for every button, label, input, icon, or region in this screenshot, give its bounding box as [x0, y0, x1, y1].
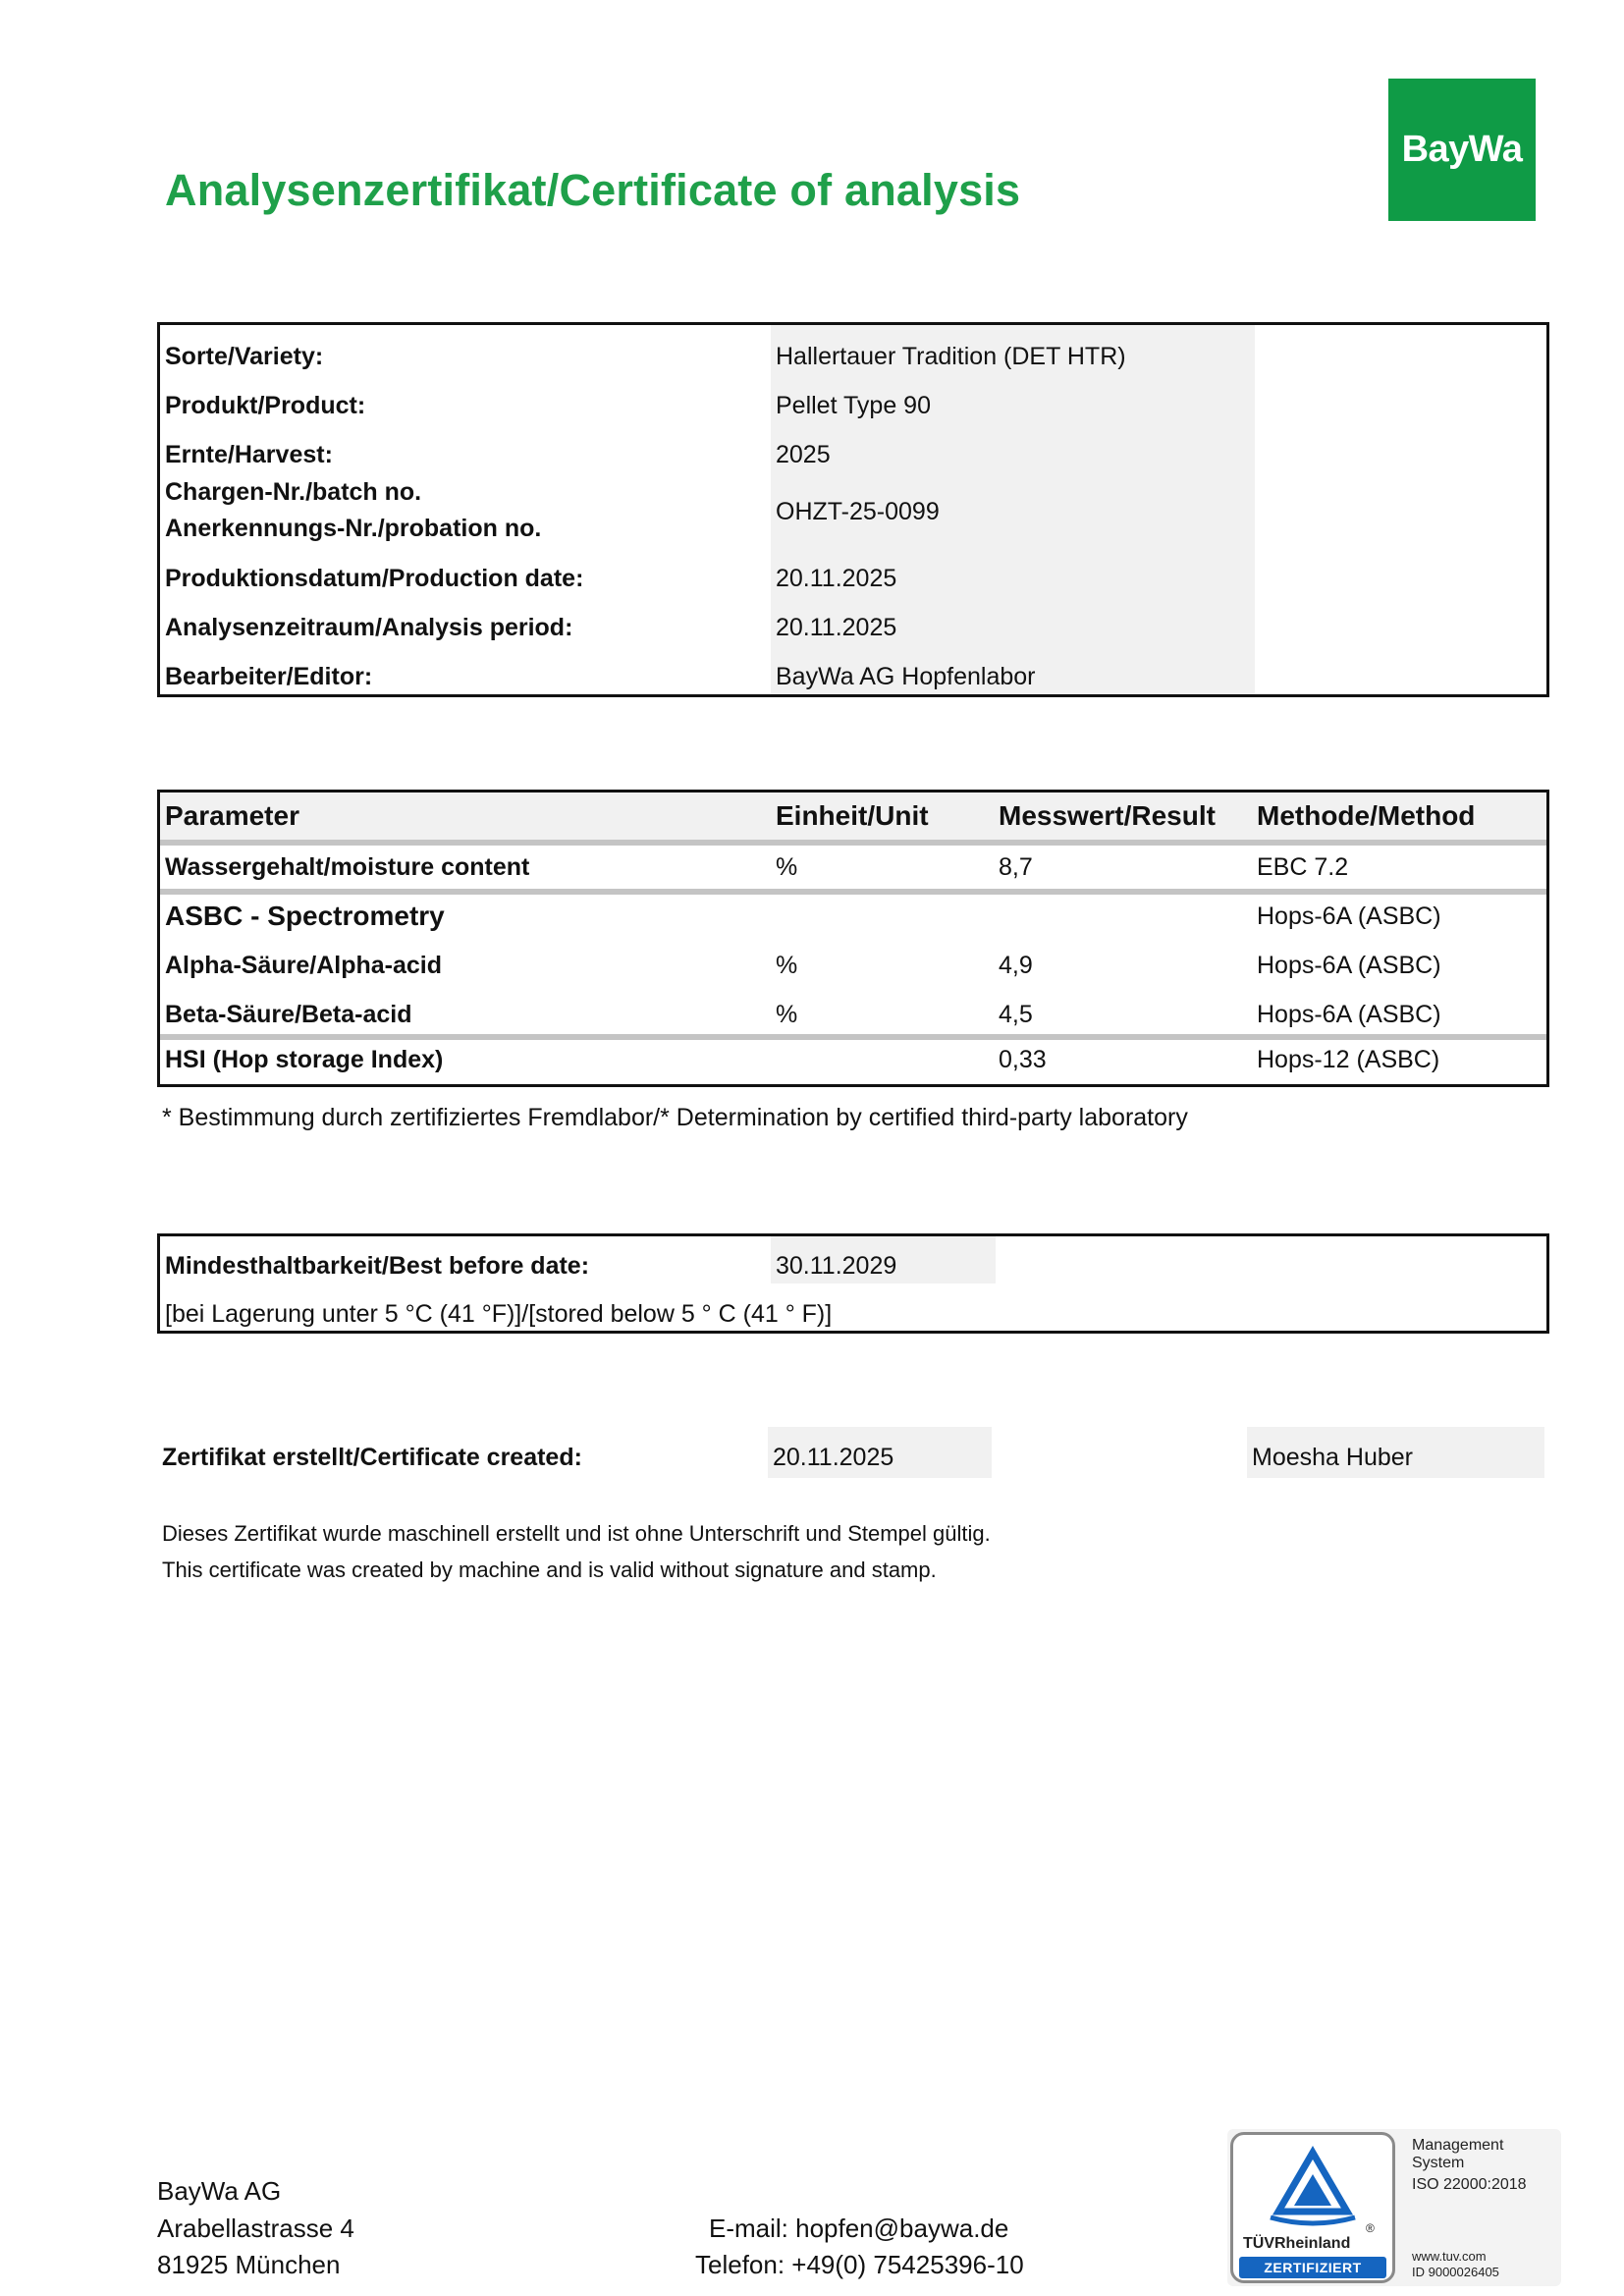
info-value: 2025 — [776, 441, 831, 468]
row-separator — [160, 1034, 1546, 1040]
info-label: Produktionsdatum/Production date: — [165, 565, 584, 592]
info-row-batch — [160, 478, 1546, 553]
best-before-table — [157, 1233, 1549, 1334]
info-label-2: Anerkennungs-Nr./probation no. — [165, 515, 542, 542]
logo-text: BayWa — [1401, 129, 1523, 170]
info-value: Pellet Type 90 — [776, 392, 931, 419]
param-result: 4,9 — [999, 952, 1033, 979]
row-separator — [160, 889, 1546, 895]
cert-created-name: Moesha Huber — [1252, 1444, 1413, 1471]
results-header-row — [160, 800, 1546, 840]
page-title: Analysenzertifikat/Certificate of analysis — [165, 165, 1021, 215]
param-method: Hops-6A (ASBC) — [1257, 952, 1441, 979]
header-parameter: Parameter — [165, 800, 299, 831]
info-row-product — [160, 392, 1546, 427]
machine-note-en: This certificate was created by machine and is valid without signature and stamp. — [162, 1558, 937, 1582]
baywa-logo — [1388, 79, 1536, 221]
storage-note: [bei Lagerung unter 5 °C (41 °F)]/[stored below 5 ° C (41 ° F)] — [165, 1300, 833, 1328]
info-label: Chargen-Nr./batch no. — [165, 478, 422, 506]
table-row — [160, 1046, 1546, 1081]
info-row-production-date — [160, 565, 1546, 600]
tuv-brand: TÜVRheinland — [1243, 2235, 1351, 2252]
param-method: EBC 7.2 — [1257, 853, 1349, 881]
info-table — [157, 322, 1549, 697]
machine-note-de: Dieses Zertifikat wurde maschinell erstellt und ist ohne Unterschrift und Stempel gültig. — [162, 1521, 991, 1546]
table-row — [160, 901, 1546, 938]
tuv-url: www.tuv.com — [1412, 2249, 1487, 2264]
tuv-ms-line1: Management — [1412, 2137, 1504, 2154]
cert-created-date: 20.11.2025 — [773, 1444, 894, 1471]
param-result: 8,7 — [999, 853, 1033, 881]
param-unit: % — [776, 952, 798, 979]
info-label: Analysenzeitraum/Analysis period: — [165, 614, 573, 641]
footer-city: 81925 München — [157, 2250, 341, 2279]
param-method: Hops-12 (ASBC) — [1257, 1046, 1440, 1073]
tuv-standard: ISO 22000:2018 — [1412, 2176, 1527, 2193]
results-footnote: * Bestimmung durch zertifiziertes Fremdlabor/* Determination by certified third-party laboratory — [162, 1104, 1188, 1131]
info-label: Ernte/Harvest: — [165, 441, 333, 468]
info-label: Bearbeiter/Editor: — [165, 663, 373, 690]
tuv-ms-line2: System — [1412, 2155, 1465, 2171]
param-unit: % — [776, 853, 798, 881]
tuv-certification-badge — [1227, 2129, 1561, 2288]
best-before-label: Mindesthaltbarkeit/Best before date: — [165, 1252, 590, 1280]
info-row-harvest — [160, 441, 1546, 476]
info-label: Produkt/Product: — [165, 392, 366, 419]
info-value: 20.11.2025 — [776, 614, 897, 641]
param-name: HSI (Hop storage Index) — [165, 1046, 444, 1073]
tuv-id: ID 9000026405 — [1412, 2265, 1499, 2279]
param-result: 0,33 — [999, 1046, 1047, 1073]
best-before-row — [160, 1252, 1546, 1287]
info-value: Hallertauer Tradition (DET HTR) — [776, 343, 1126, 370]
param-name: Beta-Säure/Beta-acid — [165, 1001, 412, 1028]
table-row — [160, 853, 1546, 889]
results-table — [157, 790, 1549, 1087]
row-separator — [160, 840, 1546, 846]
param-result: 4,5 — [999, 1001, 1033, 1028]
footer-street: Arabellastrasse 4 — [157, 2214, 354, 2243]
table-row — [160, 952, 1546, 987]
param-name: Alpha-Säure/Alpha-acid — [165, 952, 442, 979]
best-before-value: 30.11.2029 — [776, 1252, 897, 1280]
header-method: Methode/Method — [1257, 800, 1476, 831]
info-value: 20.11.2025 — [776, 565, 897, 592]
info-value: BayWa AG Hopfenlabor — [776, 663, 1036, 690]
footer-company: BayWa AG — [157, 2176, 282, 2206]
param-unit: % — [776, 1001, 798, 1028]
header-result: Messwert/Result — [999, 800, 1216, 831]
info-label: Sorte/Variety: — [165, 343, 324, 370]
footer-email: E-mail: hopfen@baywa.de — [709, 2214, 1009, 2243]
tuv-registered-mark: ® — [1366, 2221, 1375, 2235]
table-row — [160, 1001, 1546, 1036]
param-method: Hops-6A (ASBC) — [1257, 1001, 1441, 1028]
param-method: Hops-6A (ASBC) — [1257, 902, 1441, 930]
info-value: OHZT-25-0099 — [776, 498, 940, 525]
param-name: Wassergehalt/moisture content — [165, 853, 530, 881]
info-row-editor — [160, 663, 1546, 698]
tuv-seal — [1230, 2132, 1395, 2283]
cert-created-label: Zertifikat erstellt/Certificate created: — [162, 1444, 582, 1471]
header-unit: Einheit/Unit — [776, 800, 929, 831]
storage-row — [160, 1300, 1546, 1336]
info-row-variety — [160, 343, 1546, 378]
info-row-analysis-period — [160, 614, 1546, 649]
param-name: ASBC - Spectrometry — [165, 901, 445, 931]
footer-phone: Telefon: +49(0) 75425396-10 — [695, 2250, 1024, 2279]
tuv-certified-label: ZERTIFIZIERT — [1239, 2257, 1386, 2278]
